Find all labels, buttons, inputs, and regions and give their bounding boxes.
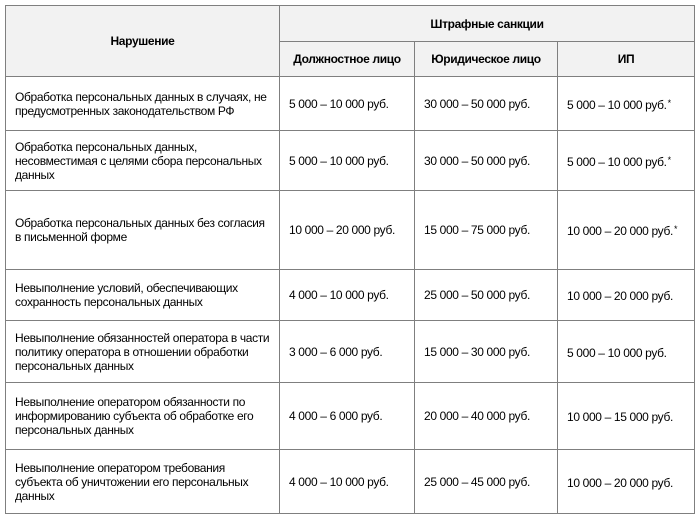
violation-cell: Невыполнение оператором требования субъекта об уничтожении его персональных данных [6,450,280,514]
table-row [6,270,695,321]
legal-fine-cell: 30 000 – 50 000 руб. [415,131,558,191]
ip-fine-value: 5 000 – 10 000 руб. [567,345,667,360]
legal-fine-cell: 30 000 – 50 000 руб. [415,77,558,131]
official-fine-cell: 4 000 – 10 000 руб. [280,450,415,514]
ip-fine-value: 10 000 – 20 000 руб. [567,224,673,238]
official-fine-cell: 4 000 – 6 000 руб. [280,383,415,450]
ip-column-header: ИП [558,42,695,77]
table-row [6,131,695,191]
ip-fine-value: 5 000 – 10 000 руб. [567,154,667,169]
table-header [6,6,695,77]
table-body [6,77,695,514]
legal-entity-column-header: Юридическое лицо [415,42,558,77]
table-row [6,450,695,514]
official-fine-cell: 3 000 – 6 000 руб. [280,321,415,383]
official-fine-cell: 4 000 – 10 000 руб. [280,270,415,321]
legal-fine-cell: 15 000 – 30 000 руб. [415,321,558,383]
violation-cell: Невыполнение обязанностей оператора в части политику оператора в отношении обработки персональных данных [6,321,280,383]
ip-fine-value: 10 000 – 15 000 руб. [567,410,673,424]
fines-table [5,5,695,514]
ip-fine-cell [558,383,695,450]
ip-fine-cell [558,450,695,514]
violation-cell: Невыполнение оператором обязанности по информированию субъекта об обработке его персональных данных [6,383,280,450]
footnote-asterisk: * [667,154,671,165]
legal-fine-cell: 20 000 – 40 000 руб. [415,383,558,450]
ip-fine-value: 5 000 – 10 000 руб. [567,97,667,112]
ip-fine-cell [558,77,695,131]
footnote-asterisk: * [667,97,671,108]
table-row [6,191,695,270]
violation-cell: Обработка персональных данных в случаях, не предусмотренных законодательством РФ [6,77,280,131]
official-fine-cell: 5 000 – 10 000 руб. [280,131,415,191]
footnote-asterisk: * [673,224,678,234]
ip-fine-cell [558,321,695,383]
header-row-top [6,6,695,42]
legal-fine-cell: 25 000 – 50 000 руб. [415,270,558,321]
ip-fine-cell [558,191,695,270]
table-row [6,383,695,450]
table-row [6,321,695,383]
violation-cell: Обработка персональных данных, несовместимая с целями сбора персональных данных [6,131,280,191]
violation-cell: Невыполнение условий, обеспечивающих сохранность персональных данных [6,270,280,321]
ip-fine-value: 10 000 – 20 000 руб. [567,289,673,303]
official-column-header: Должностное лицо [280,42,415,77]
ip-fine-cell [558,270,695,321]
violation-cell: Обработка персональных данных без согласия в письменной форме [6,191,280,270]
violation-column-header: Нарушение [6,6,280,77]
ip-fine-cell [558,131,695,191]
sanctions-group-header: Штрафные санкции [280,6,695,42]
ip-fine-value: 10 000 – 20 000 руб. [567,475,673,490]
official-fine-cell: 5 000 – 10 000 руб. [280,77,415,131]
legal-fine-cell: 15 000 – 75 000 руб. [415,191,558,270]
official-fine-cell: 10 000 – 20 000 руб. [280,191,415,270]
legal-fine-cell: 25 000 – 45 000 руб. [415,450,558,514]
table-row [6,77,695,131]
